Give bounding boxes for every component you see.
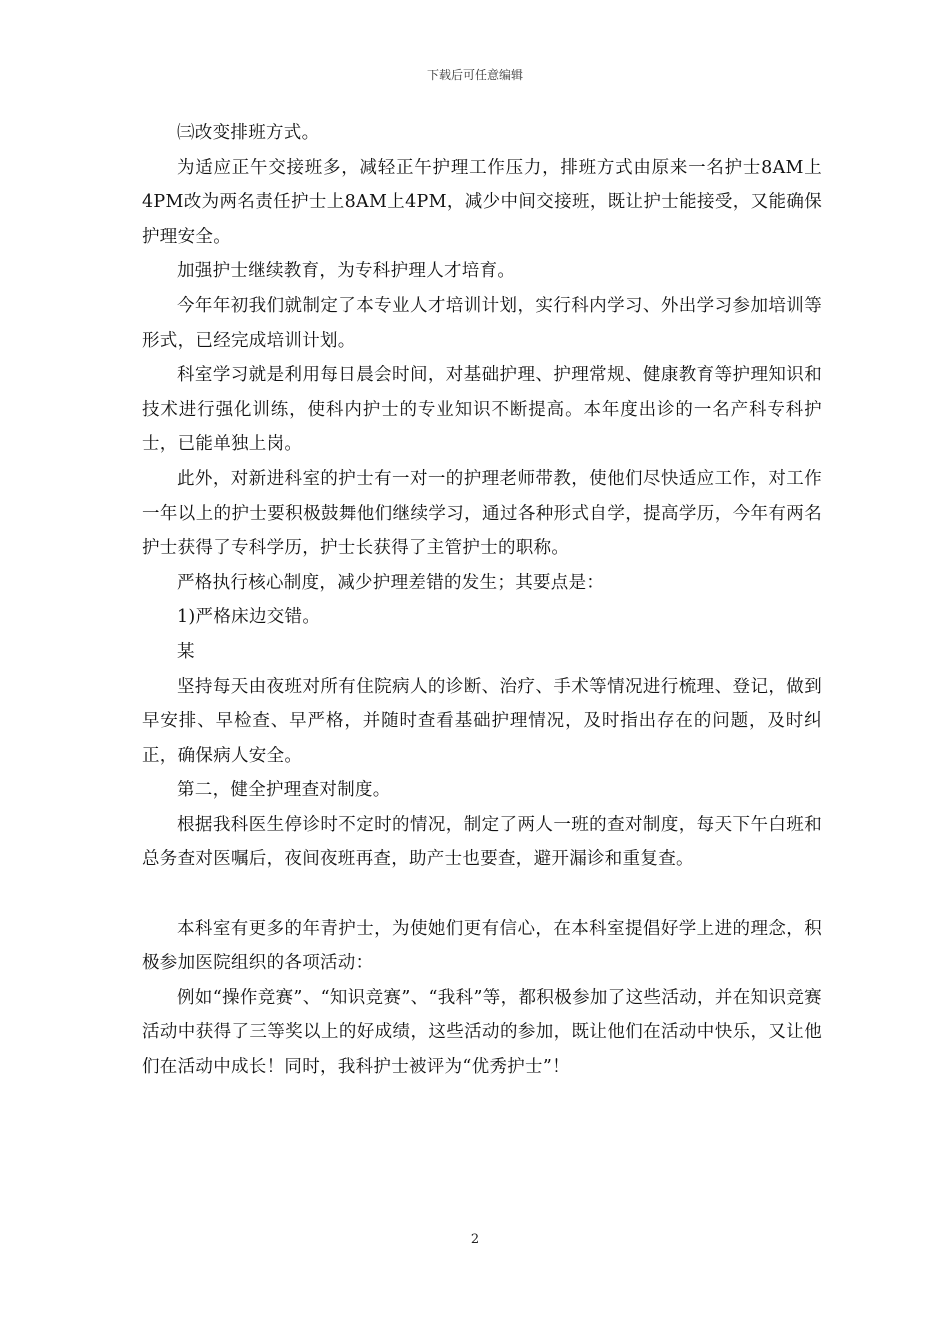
paragraph-mentoring: 此外，对新进科室的护士有一对一的护理老师带教，使他们尽快适应工作，对工作一年以上的护士要积极鼓舞他们继续学习，通过各种形式自学，提高学历，今年有两名护士获得了专科学历，护士长获得了主管护士的职称。 — [142, 468, 822, 559]
paragraph-core-system-heading: 严格执行核心制度，减少护理差错的发生；其要点是： — [177, 572, 605, 593]
paragraph-continuing-education-heading: 加强护士继续教育，为专科护理人才培育。 — [177, 261, 516, 282]
paragraph-night-shift-review: 坚持每天由夜班对所有住院病人的诊断、治疗、手术等情况进行梳理、登记，做到早安排、早检查、早严格，并随时查看基础护理情况，及时指出存在的问题，及时纠正，确保病人安全。 — [142, 676, 822, 766]
paragraph-check-system: 根据我科医生停诊时不定时的情况，制定了两人一班的查对制度，每天下午白班和总务查对医嘱后，夜间夜班再查，助产士也要查，避开漏诊和重复查。 — [142, 814, 822, 870]
paragraph-morning-study: 科室学习就是利用每日晨会时间，对基础护理、护理常规、健康教育等护理知识和技术进行强化训练，使科内护士的专业知识不断提高。本年度出诊的一名产科专科护士，已能单独上岗。 — [142, 365, 822, 455]
paragraph-placeholder: 某 — [177, 641, 195, 662]
page-number: 2 — [470, 1232, 480, 1247]
paragraph-young-nurses: 本科室有更多的年青护士，为使她们更有信心，在本科室提倡好学上进的理念，积极参加医院组织的各项活动： — [142, 918, 822, 974]
paragraph-shift-arrangement: 为适应正午交接班多，减轻正午护理工作压力，排班方式由原来一名护士8AM上4PM改为两名责任护士上8AM上4PM，减少中间交接班，既让护士能接受，又能确保护理安全。 — [142, 157, 822, 247]
paragraph-bedside-handover: 1)严格床边交错。 — [177, 607, 321, 628]
paragraph-change-shift-heading: ㈢改变排班方式。 — [177, 123, 320, 143]
paragraph-training-plan: 今年年初我们就制定了本专业人才培训计划，实行科内学习、外出学习参加培训等形式，已经完成培训计划。 — [142, 295, 822, 351]
paragraph-competitions: 例如“操作竞赛”、“知识竞赛”、“我科”等，都积极参加了这些活动，并在知识竞赛活动中获得了三等奖以上的好成绩，这些活动的参加，既让他们在活动中快乐，又让他们在活动中成长！同时，我科护士被评为“优秀护士”！ — [142, 987, 822, 1078]
paragraph-check-system-heading: 第二，健全护理查对制度。 — [177, 780, 391, 801]
paragraph-spacer — [142, 877, 822, 912]
document-body — [142, 116, 822, 1085]
page-header-note: 下载后可任意编辑 — [426, 68, 523, 82]
